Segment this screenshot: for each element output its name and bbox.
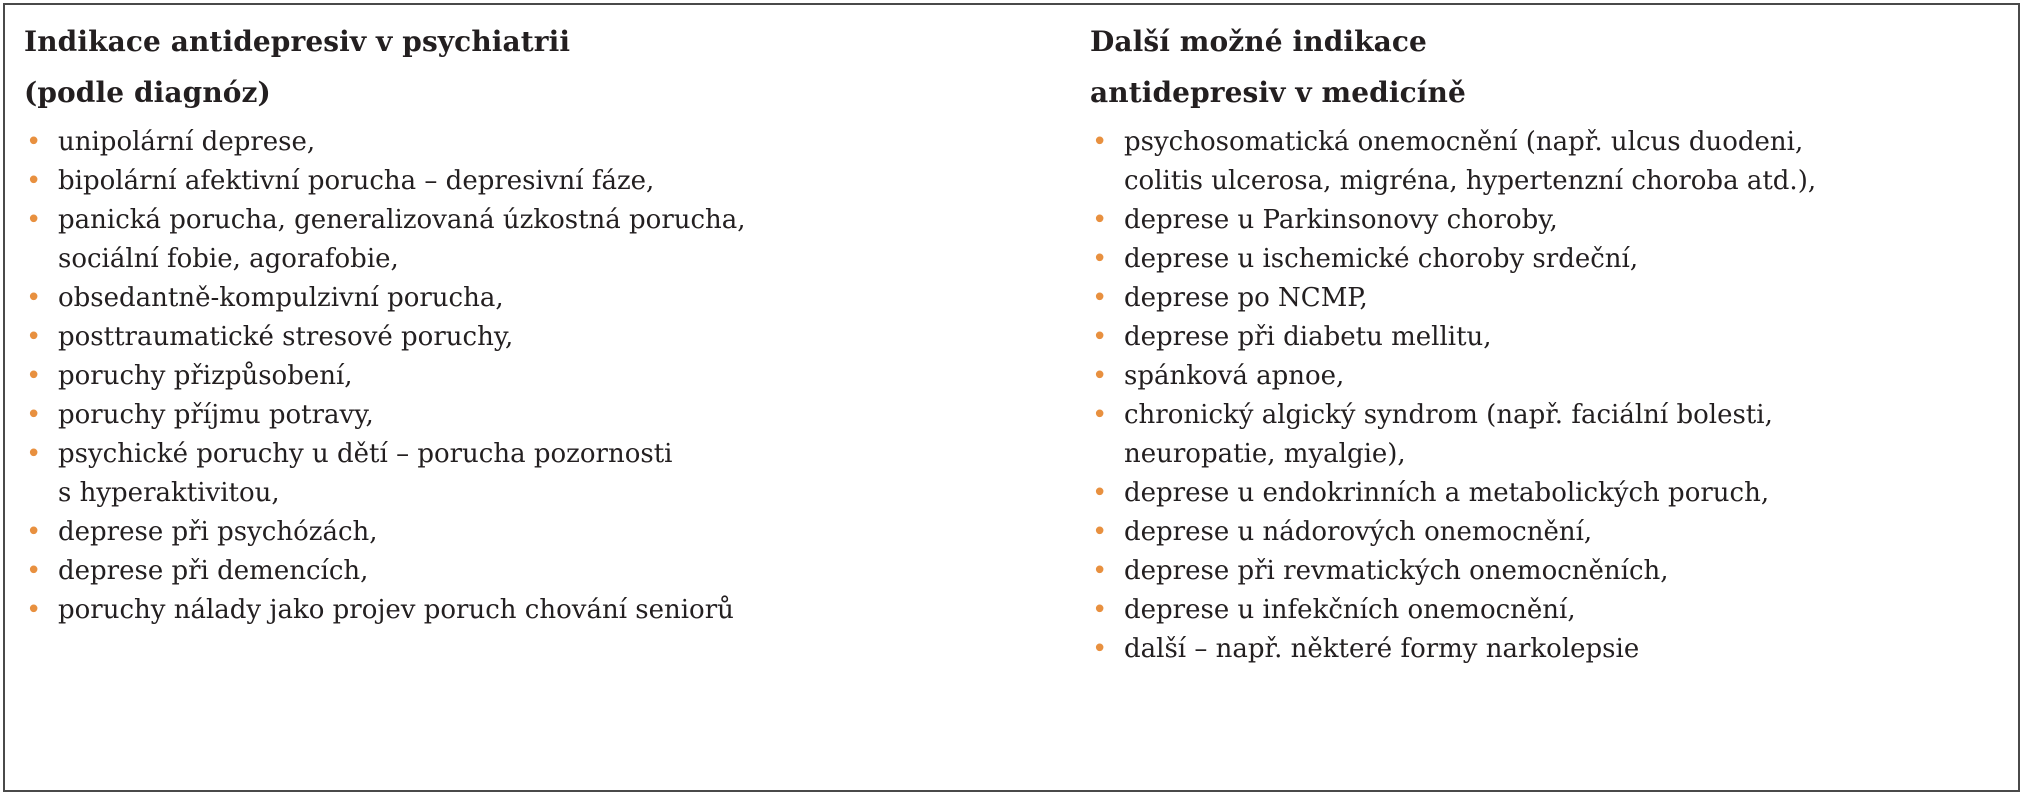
list-item (24, 318, 1074, 357)
item-text: unipolární deprese, (58, 127, 316, 157)
list-item (24, 552, 1074, 591)
item-text: posttraumatické stresové poruchy, (58, 322, 514, 352)
bullet-icon: • (1092, 400, 1108, 430)
list-item (1090, 591, 2010, 630)
bullet-icon: • (1092, 556, 1108, 586)
medicine-column-heading (1090, 16, 2010, 118)
item-text: deprese u nádorových onemocnění, (1124, 517, 1593, 547)
list-item (1090, 279, 2010, 318)
item-text: poruchy přizpůsobení, (58, 361, 353, 391)
bullet-icon: • (1092, 244, 1108, 274)
item-text: deprese při psychózách, (58, 517, 378, 547)
list-item (24, 591, 1074, 630)
heading-line: (podle diagnóz) (24, 76, 271, 109)
item-text: deprese u ischemické choroby srdeční, (1124, 244, 1639, 274)
item-text: deprese při demencích, (58, 556, 369, 586)
bullet-icon: • (26, 595, 42, 625)
item-text: obsedantně-kompulzivní porucha, (58, 283, 504, 313)
bullet-icon: • (1092, 595, 1108, 625)
list-item (1090, 201, 2010, 240)
bullet-icon: • (26, 205, 42, 235)
list-item (24, 396, 1074, 435)
list-item (1090, 123, 2010, 201)
list-item (24, 435, 1074, 513)
heading-line: Další možné indikace (1090, 25, 1427, 58)
list-item (1090, 630, 2010, 669)
bullet-icon: • (26, 127, 42, 157)
item-text: deprese u Parkinsonovy choroby, (1124, 205, 1558, 235)
list-item (1090, 396, 2010, 474)
bullet-icon: • (1092, 478, 1108, 508)
item-text: psychické poruchy u dětí – porucha pozornosti (58, 439, 673, 469)
item-text: deprese po NCMP, (1124, 283, 1368, 313)
list-item (24, 123, 1074, 162)
item-text: další – např. některé formy narkolepsie (1124, 634, 1640, 664)
item-text: deprese u endokrinních a metabolických poruch, (1124, 478, 1770, 508)
bullet-icon: • (1092, 127, 1108, 157)
psychiatry-column-heading (24, 16, 1074, 118)
psychiatry-indications-list (24, 123, 1074, 630)
item-text-continued: s hyperaktivitou, (58, 478, 280, 508)
list-item (1090, 513, 2010, 552)
bullet-icon: • (1092, 634, 1108, 664)
list-item (1090, 357, 2010, 396)
bullet-icon: • (26, 517, 42, 547)
list-item (24, 279, 1074, 318)
heading-line: antidepresiv v medicíně (1090, 76, 1466, 109)
list-item (1090, 552, 2010, 591)
bullet-icon: • (1092, 517, 1108, 547)
item-text: deprese při diabetu mellitu, (1124, 322, 1492, 352)
item-text-continued: neuropatie, myalgie), (1124, 439, 1406, 469)
heading-line: Indikace antidepresiv v psychiatrii (24, 25, 571, 58)
item-text: poruchy příjmu potravy, (58, 400, 374, 430)
list-item (1090, 474, 2010, 513)
bullet-icon: • (1092, 322, 1108, 352)
medicine-indications-column (1090, 5, 2010, 669)
psychiatry-indications-column (24, 5, 1074, 630)
bullet-icon: • (26, 400, 42, 430)
item-text: spánková apnoe, (1124, 361, 1345, 391)
list-item (24, 162, 1074, 201)
bullet-icon: • (26, 166, 42, 196)
bullet-icon: • (1092, 283, 1108, 313)
item-text: deprese při revmatických onemocněních, (1124, 556, 1669, 586)
bullet-icon: • (26, 556, 42, 586)
list-item (24, 513, 1074, 552)
list-item (24, 357, 1074, 396)
bullet-icon: • (26, 283, 42, 313)
item-text: bipolární afektivní porucha – depresivní fáze, (58, 166, 655, 196)
bullet-icon: • (1092, 361, 1108, 391)
item-text-continued: colitis ulcerosa, migréna, hypertenzní choroba atd.), (1124, 166, 1817, 196)
item-text: panická porucha, generalizovaná úzkostná porucha, (58, 205, 746, 235)
bullet-icon: • (26, 322, 42, 352)
item-text: psychosomatická onemocnění (např. ulcus duodeni, (1124, 127, 1804, 157)
list-item (1090, 240, 2010, 279)
item-text-continued: sociální fobie, agorafobie, (58, 244, 399, 274)
bullet-icon: • (26, 439, 42, 469)
item-text: poruchy nálady jako projev poruch chování seniorů (58, 595, 734, 625)
medicine-indications-list (1090, 123, 2010, 669)
item-text: deprese u infekčních onemocnění, (1124, 595, 1576, 625)
bullet-icon: • (1092, 205, 1108, 235)
list-item (24, 201, 1074, 279)
bullet-icon: • (26, 361, 42, 391)
item-text: chronický algický syndrom (např. faciální bolesti, (1124, 400, 1773, 430)
indications-table (3, 3, 2020, 792)
list-item (1090, 318, 2010, 357)
